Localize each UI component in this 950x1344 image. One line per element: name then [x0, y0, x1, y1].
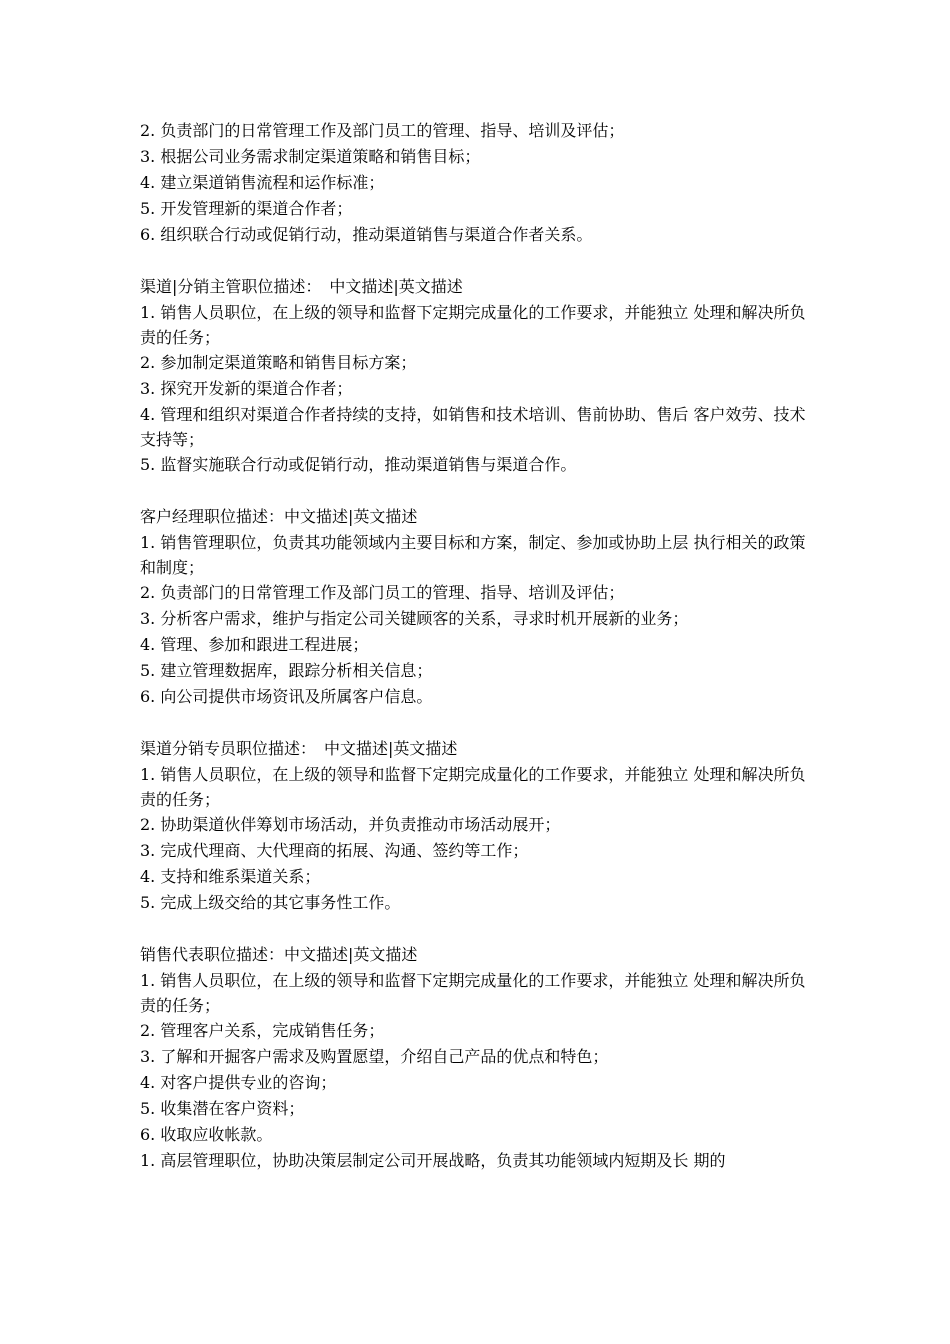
section-heading: 渠道|分销主管职位描述： 中文描述|英文描述	[140, 277, 463, 296]
list-item: 4. 管理和组织对渠道合作者持续的支持，如销售和技术培训、售前协助、售后 客户效劳、技术支持等；	[140, 405, 806, 449]
list-item: 2. 负责部门的日常管理工作及部门员工的管理、指导、培训及评估；	[140, 121, 625, 140]
section-account-manager	[140, 504, 820, 710]
list-item: 3. 根据公司业务需求制定渠道策略和销售目标；	[140, 147, 481, 166]
list-item: 2. 协助渠道伙伴筹划市场活动，并负责推动市场活动展开；	[140, 815, 561, 834]
list-item: 6. 收取应收帐款。	[140, 1125, 273, 1144]
list-item: 3. 探究开发新的渠道合作者；	[140, 379, 353, 398]
list-item: 5. 完成上级交给的其它事务性工作。	[140, 893, 401, 912]
section-heading: 客户经理职位描述：中文描述|英文描述	[140, 507, 418, 526]
list-item: 4. 对客户提供专业的咨询；	[140, 1073, 337, 1092]
section-channel-supervisor	[140, 274, 820, 478]
list-item: 3. 完成代理商、大代理商的拓展、沟通、签约等工作；	[140, 841, 529, 860]
list-item: 6. 组织联合行动或促销行动，推动渠道销售与渠道合作者关系。	[140, 225, 593, 244]
list-item: 5. 开发管理新的渠道合作者；	[140, 199, 353, 218]
list-item: 5. 建立管理数据库，跟踪分析相关信息；	[140, 661, 433, 680]
list-item: 1. 销售人员职位，在上级的领导和监督下定期完成量化的工作要求，并能独立 处理和解决所负责的任务；	[140, 971, 806, 1015]
list-item: 4. 支持和维系渠道关系；	[140, 867, 321, 886]
section-channel-manager-duties	[140, 118, 820, 248]
list-item: 1. 销售人员职位，在上级的领导和监督下定期完成量化的工作要求，并能独立 处理和解决所负责的任务；	[140, 765, 806, 809]
section-channel-specialist	[140, 736, 820, 916]
list-item: 1. 销售管理职位，负责其功能领域内主要目标和方案，制定、参加或协助上层 执行相关的政策和制度；	[140, 533, 806, 577]
section-heading: 销售代表职位描述：中文描述|英文描述	[140, 945, 418, 964]
list-item: 1. 销售人员职位，在上级的领导和监督下定期完成量化的工作要求，并能独立 处理和解决所负责的任务；	[140, 303, 806, 347]
section-sales-representative	[140, 942, 820, 1174]
list-item: 2. 参加制定渠道策略和销售目标方案；	[140, 353, 417, 372]
list-item: 2. 负责部门的日常管理工作及部门员工的管理、指导、培训及评估；	[140, 583, 625, 602]
list-item: 3. 分析客户需求，维护与指定公司关键顾客的关系，寻求时机开展新的业务；	[140, 609, 689, 628]
list-item: 5. 收集潜在客户资料；	[140, 1099, 305, 1118]
list-item: 1. 高层管理职位，协助决策层制定公司开展战略，负责其功能领域内短期及长 期的	[140, 1151, 726, 1170]
list-item: 3. 了解和开掘客户需求及购置愿望，介绍自己产品的优点和特色；	[140, 1047, 609, 1066]
list-item: 2. 管理客户关系，完成销售任务；	[140, 1021, 385, 1040]
list-item: 4. 建立渠道销售流程和运作标准；	[140, 173, 385, 192]
list-item: 4. 管理、参加和跟进工程进展；	[140, 635, 369, 654]
section-heading: 渠道分销专员职位描述： 中文描述|英文描述	[140, 739, 458, 758]
list-item: 5. 监督实施联合行动或促销行动，推动渠道销售与渠道合作。	[140, 455, 577, 474]
document-body	[140, 118, 820, 1174]
list-item: 6. 向公司提供市场资讯及所属客户信息。	[140, 687, 433, 706]
